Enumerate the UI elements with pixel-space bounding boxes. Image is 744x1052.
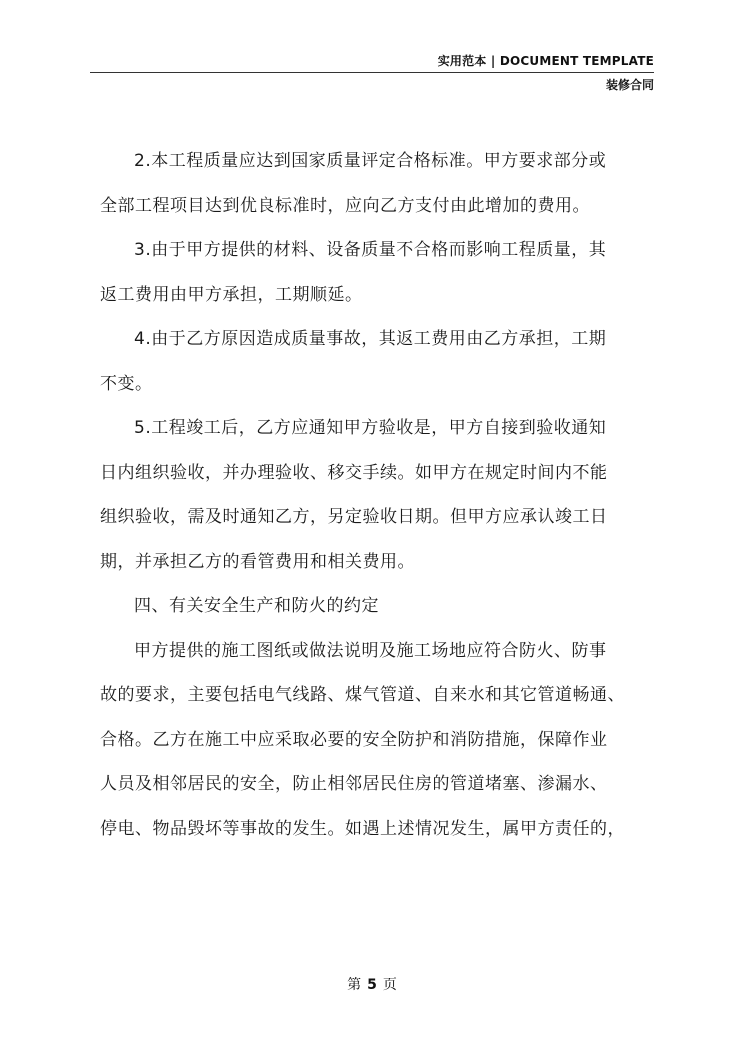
text-line: 故的要求，主要包括电气线路、煤气管道、自来水和其它管道畅通、: [100, 685, 625, 705]
text-line: 期，并承担乙方的看管费用和相关费用。: [100, 551, 415, 572]
text-line: 组织验收，需及时通知乙方，另定验收日期。但甲方应承认竣工日: [100, 507, 608, 527]
text-line: 合格。乙方在施工中应采取必要的安全防护和消防措施，保障作业: [100, 729, 608, 750]
text-line: 不变。: [100, 373, 153, 394]
text-line: 停电、物品毁坏等事故的发生。如遇上述情况发生，属甲方责任的，: [100, 818, 625, 839]
text-line: 5.工程竣工后，乙方应通知甲方验收是，甲方自接到验收通知: [134, 418, 607, 438]
text-line: 日内组织验收，并办理验收、移交手续。如甲方在规定时间内不能: [100, 462, 608, 483]
header-title: 实用范本 | DOCUMENT TEMPLATE: [437, 54, 654, 68]
document-body: [100, 139, 656, 851]
paragraph: [100, 406, 656, 584]
text-line: 四、有关安全生产和防火的约定: [134, 596, 379, 616]
text-line: 返工费用由甲方承担，工期顺延。: [100, 284, 363, 305]
header-subtitle: 装修合同: [605, 78, 654, 92]
paragraph: [100, 317, 656, 406]
paragraph: [100, 629, 656, 852]
paragraph: [100, 139, 656, 228]
text-line: 人员及相邻居民的安全，防止相邻居民住房的管道堵塞、渗漏水、: [100, 774, 608, 794]
header-divider: [90, 72, 654, 73]
page-number: 5: [367, 977, 377, 993]
page-label-prefix: 第: [347, 977, 362, 993]
text-line: 2.本工程质量应达到国家质量评定合格标准。甲方要求部分或: [134, 151, 607, 171]
page-label-suffix: 页: [382, 977, 397, 993]
text-line: 3.由于甲方提供的材料、设备质量不合格而影响工程质量，其: [134, 240, 607, 260]
paragraph: [100, 228, 656, 317]
text-line: 全部工程项目达到优良标准时，应向乙方支付由此增加的费用。: [100, 195, 590, 216]
text-line: 甲方提供的施工图纸或做法说明及施工场地应符合防火、防事: [134, 640, 607, 661]
page-footer: [0, 974, 744, 994]
section-heading: [100, 584, 656, 629]
text-line: 4.由于乙方原因造成质量事故，其返工费用由乙方承担，工期: [134, 329, 607, 349]
